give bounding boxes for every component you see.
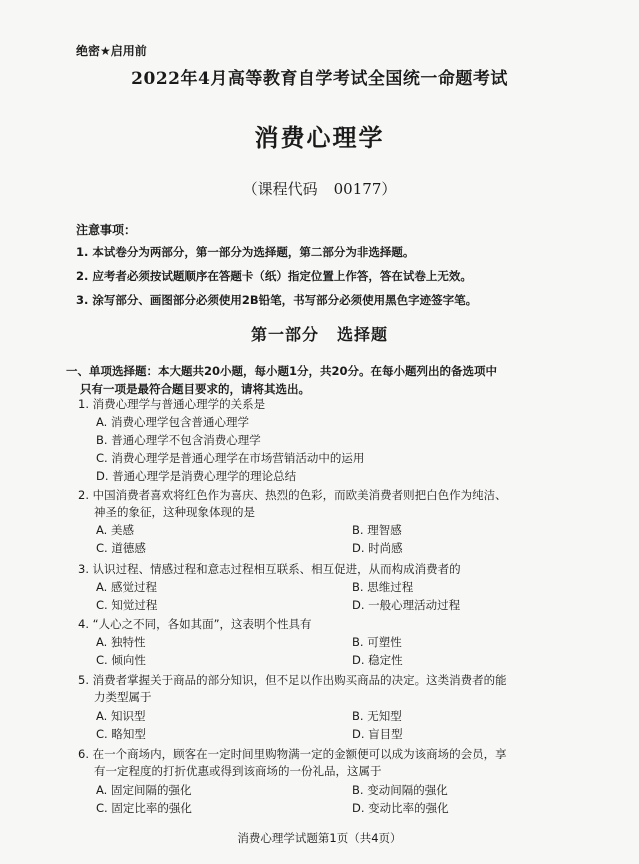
question-option: A. 固定间隔的强化 <box>96 783 192 797</box>
question-stem-cont: 力类型属于 <box>94 690 152 704</box>
exam-title: 2022年4月高等教育自学考试全国统一命题考试 <box>131 69 508 89</box>
question-option: A. 独特性 <box>96 635 146 649</box>
course-code <box>0 178 639 199</box>
confidential-label: 绝密★启用前 <box>76 44 147 58</box>
question-stem-cont: 有一定程度的打折优惠或得到该商场的一份礼品，这属于 <box>94 764 382 778</box>
question-option: B. 变动间隔的强化 <box>352 783 448 797</box>
question-stem-cont: 神圣的象征，这种现象体现的是 <box>94 505 255 519</box>
question-option: B. 理智感 <box>352 523 402 537</box>
question-option: B. 思维过程 <box>352 580 414 594</box>
question-option: D. 稳定性 <box>352 653 403 667</box>
question-option: D. 普通心理学是消费心理学的理论总结 <box>96 469 297 483</box>
question-option: A. 知识型 <box>96 709 146 723</box>
part-title <box>0 322 639 345</box>
notice-item: 1. 本试卷分为两部分，第一部分为选择题，第二部分为非选择题。 <box>76 245 415 259</box>
subject-title: 消费心理学 <box>254 124 385 152</box>
page-footer: 消费心理学试题第1页（共4页） <box>237 831 402 845</box>
course-code-label: （课程代码 <box>242 180 318 198</box>
question-option: A. 消费心理学包含普通心理学 <box>96 415 249 429</box>
section-instructions-line: 只有一项是最符合题目要求的，请将其选出。 <box>80 382 310 396</box>
question-option: C. 消费心理学是普通心理学在市场营销活动中的运用 <box>96 451 365 465</box>
section-instructions <box>66 362 586 398</box>
question-option: B. 普通心理学不包含消费心理学 <box>96 433 261 447</box>
question-stem: 6. 在一个商场内，顾客在一定时间里购物满一定的金额便可以成为该商场的会员，享 <box>78 747 507 761</box>
question-stem: 1. 消费心理学与普通心理学的关系是 <box>78 397 266 411</box>
question-option: C. 道德感 <box>96 541 146 555</box>
question-option: C. 固定比率的强化 <box>96 801 192 815</box>
part-title-number: 第一部分 <box>250 325 319 344</box>
question-stem: 5. 消费者掌握关于商品的部分知识，但不足以作出购买商品的决定。这类消费者的能 <box>78 673 507 687</box>
question-option: A. 美感 <box>96 523 134 537</box>
notice-title: 注意事项： <box>76 223 137 237</box>
section-instructions-line: 一、单项选择题：本大题共20小题，每小题1分，共20分。在每小题列出的备选项中 <box>66 364 498 378</box>
question-option: C. 略知型 <box>96 727 146 741</box>
question-stem: 2. 中国消费者喜欢将红色作为喜庆、热烈的色彩，而欧美消费者则把白色作为纯洁、 <box>78 488 507 502</box>
question-option: D. 一般心理活动过程 <box>352 598 461 612</box>
question-stem: 4. “人心之不同，各如其面”，这表明个性具有 <box>78 617 312 631</box>
part-title-name: 选择题 <box>337 325 389 344</box>
course-code-value: 00177） <box>333 180 397 198</box>
question-option: A. 感觉过程 <box>96 580 157 594</box>
question-option: B. 可塑性 <box>352 635 402 649</box>
question-stem: 3. 认识过程、情感过程和意志过程相互联系、相互促进，从而构成消费者的 <box>78 562 461 576</box>
notice-item: 3. 涂写部分、画图部分必须使用2B铅笔，书写部分必须使用黑色字迹签字笔。 <box>76 293 478 307</box>
question-option: D. 时尚感 <box>352 541 403 555</box>
notice-item: 2. 应考者必须按试题顺序在答题卡（纸）指定位置上作答，答在试卷上无效。 <box>76 269 472 283</box>
question-option: D. 盲目型 <box>352 727 403 741</box>
question-option: C. 知觉过程 <box>96 598 158 612</box>
question-option: B. 无知型 <box>352 709 402 723</box>
question-option: D. 变动比率的强化 <box>352 801 449 815</box>
question-option: C. 倾向性 <box>96 653 146 667</box>
